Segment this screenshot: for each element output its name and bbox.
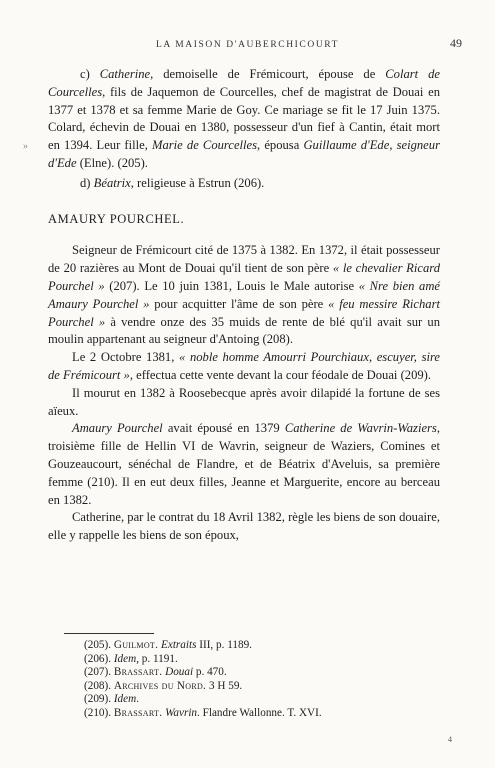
footnote: (205). Guilmot. Extraits III, p. 1189. [84, 639, 252, 651]
person-name: Marie de Courcelles [151, 138, 258, 153]
footnotes [84, 639, 424, 721]
corner-mark: 4 [448, 735, 452, 744]
footnote: (209). Idem. [84, 693, 139, 706]
person-name: Colart de Courcelles [48, 67, 440, 99]
person-name: Béatrix [93, 175, 131, 190]
paragraph-4: Amaury Pourchel avait épousé en 1379 Catherine de Wavrin-Waziers, troisième fille de Hellin VI de Wavrin, seigneur de Waziers, Comines et Gouzeaucourt, sénéchal de Flandre, et de Béatrix d'Aveluis, sa première femme (210). Il en eut deux filles, Jeanne et Marguerite, encore au berceau en 1382. [48, 421, 440, 507]
page-number: 49 [450, 36, 462, 50]
entry-d: d) Béatrix, religieuse à Estrun (206). [80, 175, 265, 190]
paragraph-5: Catherine, par le contrat du 18 Avril 1382, règle les biens de son douaire, elle y rappelle les biens de son époux, [48, 510, 440, 543]
footnote-rule [64, 633, 154, 634]
person-name: Guillaume d'Ede, seigneur d'Ede [48, 138, 440, 170]
margin-mark: » [23, 141, 28, 152]
entry-c: c) Catherine, demoiselle de Frémicourt, épouse de Colart de Courcelles, fils de Jaquemon de Courcelles, chef de magistrat de Douai en 1377 et 1378 et sa femme Marie de Goy. Ce mariage se fit le 17 Juin 1375. Colard, échevin de Douai en 1380, possesseur d'un fief à Cantin, était mort en 1394. Leur fille, Marie de Courcelles, épousa Guillaume d'Ede, seigneur d'Ede (Elne). (205). [48, 67, 440, 170]
paragraph-3: Il mourut en 1382 à Roosebecque après avoir dilapidé la fortune de ses aïeux. [48, 385, 440, 418]
paragraph-2: Le 2 Octobre 1381, « noble homme Amourri Pourchiaux, escuyer, sire de Frémicourt », effectua cette vente devant la cour féodale de Douai (209). [48, 350, 440, 382]
footnote: (208). Archives du Nord. 3 H 59. [84, 679, 243, 692]
footnote: (210). Brassart. Wavrin. Flandre Wallonne. T. XVI. [84, 706, 322, 719]
section-title: AMAURY POURCHEL. [48, 211, 185, 226]
paragraph-1: Seigneur de Frémicourt cité de 1375 à 1382. En 1372, il était possesseur de 20 razières au Mont de Douai qu'il tient de son père « le chevalier Ricard Pourchel » (207). Le 10 juin 1381, Louis le Male autorise « Nre bien amé Amaury Pourchel » pour acquitter l'âme de son père « feu messire Richart Pourchel » à vendre onze des 35 muids de rente de blé qu'il avait sur un moulin appartenant au seigneur d'Antoing (208). [48, 243, 440, 347]
footnote: (207). Brassart. Douai p. 470. [84, 666, 227, 679]
footnote: (206). Idem, p. 1191. [84, 652, 178, 665]
person-name: Catherine [99, 67, 151, 81]
running-title: LA MAISON D'AUBERCHICOURT [155, 40, 340, 50]
body-text [48, 66, 440, 545]
